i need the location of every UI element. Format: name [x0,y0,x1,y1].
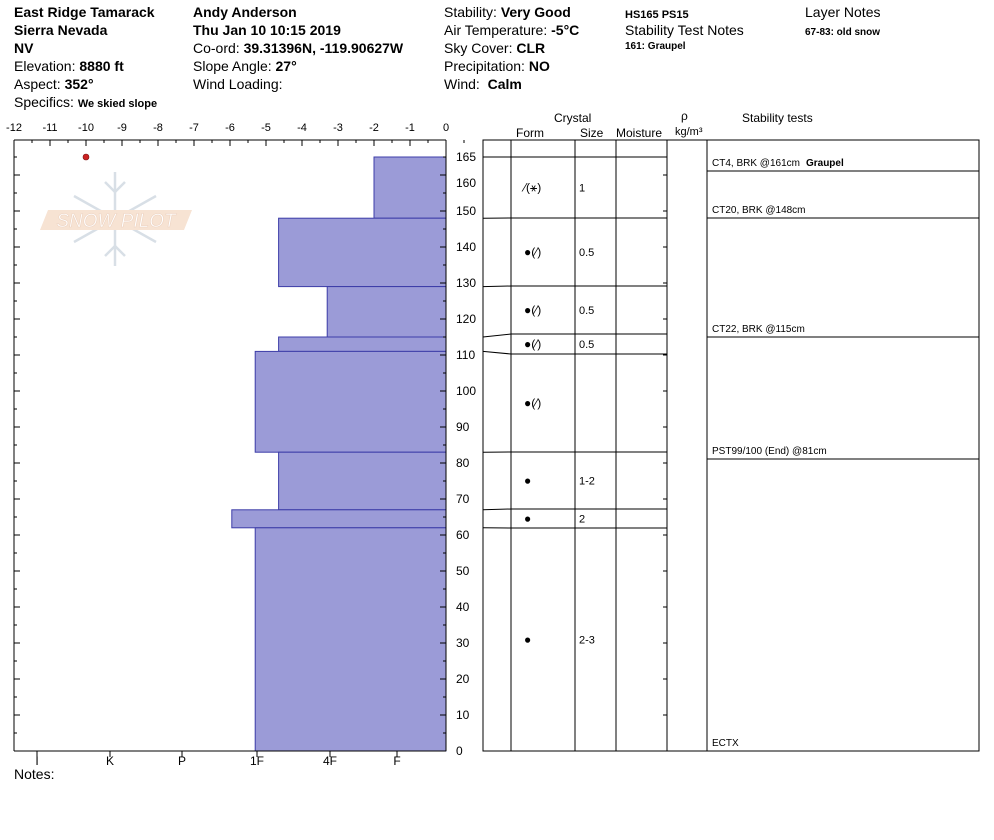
stability-notes-value: 161: Graupel [625,41,686,52]
temp-tick-label: -9 [117,122,127,134]
layer-notes-label: Layer Notes [805,4,881,20]
stability-test-label: PST99/100 (End) @81cm [712,446,827,457]
crystal-size: 1-2 [579,475,595,488]
layer-connector [483,351,511,354]
hardness-tick-label: 1F [249,754,265,768]
coord-label: Co-ord: [193,40,240,56]
hardness-bar-5 [279,452,446,510]
height-tick-label: 130 [456,276,477,290]
stability-test-note: Graupel [805,158,844,169]
observation-datetime: Thu Jan 10 10:15 2019 [193,22,341,38]
hardness-bar-0 [374,157,446,218]
elevation-label: Elevation: [14,58,76,74]
crystal-size: 0.5 [579,339,595,351]
slope-label: Slope Angle: [193,58,272,74]
height-tick-label: 50 [456,564,470,578]
height-tick-label: 30 [456,636,470,650]
hardness-bar-7 [255,528,446,751]
airtemp-label: Air Temperature: [444,22,548,38]
wind-label: Wind: [444,76,480,92]
stability-test-label: CT4, BRK @161cm Graupel [712,158,844,169]
size-header: Size [580,126,604,140]
airtemp-value: -5°C [551,22,580,38]
hardness-tick-label: P [177,754,187,768]
height-tick-label: 40 [456,600,470,614]
slope-value: 27° [275,58,297,74]
crystal-form-symbol: ● [524,473,532,488]
specifics-label: Specifics: [14,94,74,110]
elevation-value: 8880 ft [79,58,124,74]
hardness-bar-4 [255,351,446,452]
crystal-form-symbol: ●(⁄) [524,396,542,410]
height-tick-label: 100 [456,384,477,398]
hardness-bar-2 [327,287,446,337]
height-tick-label: 70 [456,492,470,506]
notes-label: Notes: [14,766,55,782]
moisture-header: Moisture [616,126,663,140]
coord-value: 39.31396N, -119.90627W [243,40,404,56]
hardness-tick-label: F [393,754,401,768]
form-header: Form [516,126,544,140]
temp-tick-label: -3 [333,122,343,134]
hardness-tick-label: I [35,754,39,768]
height-tick-label: 20 [456,672,470,686]
location-name: East Ridge Tamarack [14,4,155,20]
specifics-value: We skied slope [77,98,158,110]
height-tick-label: 120 [456,312,477,326]
hardness-tick-label: 4F [322,754,338,768]
layer-connector [483,286,511,287]
hardness-bar-6 [232,510,446,528]
crystal-size: 0.5 [579,247,595,259]
logo-text: SNOW PILOT [56,211,176,232]
temp-tick-label: -12 [6,122,22,134]
hardness-bar-3 [279,337,446,351]
precip-label: Precipitation: [444,58,525,74]
layer-connector [483,509,511,510]
height-tick-label: 140 [456,240,477,254]
hardness-bar-1 [279,218,446,286]
stability-value: Very Good [500,4,571,20]
hardness-tick-label: K [105,754,115,768]
crystal-size: 2-3 [579,634,595,647]
crystal-size: 0.5 [579,305,595,317]
layer-connector [483,334,511,337]
crystal-form-symbol: ⁄(⚹) [524,180,542,195]
aspect-label: Aspect: [14,76,61,92]
crystal-form-symbol: ●(⁄) [524,337,542,351]
temp-tick-label: -1 [405,122,415,134]
temp-tick-label: -6 [225,122,235,134]
stability-tests-header: Stability tests [742,111,813,125]
height-tick-label: 90 [456,420,470,434]
temp-tick-label: 0 [442,122,450,134]
snowpilot-logo [40,172,192,266]
temp-tick-label: -4 [297,122,307,134]
mountain-range: Sierra Nevada [14,22,108,38]
layer-notes-value: 67-83: old snow [805,27,881,38]
height-tick-label: 150 [456,204,477,218]
crystal-form-symbol: ●(⁄) [524,245,542,259]
crystal-size: 2 [579,513,586,526]
crystal-header: Crystal [554,111,592,125]
crystal-table-frame [483,140,707,751]
temp-tick-label: -5 [261,122,271,134]
height-tick-label: 80 [456,456,470,470]
wind-value: Calm [487,76,522,92]
hs-ps: HS165 PS15 [625,9,689,21]
wind-loading-label: Wind Loading: [193,76,283,92]
temp-tick-label: -8 [153,122,163,134]
temperature-point [83,154,89,160]
height-tick-label: 165 [456,150,477,164]
precip-value: NO [528,58,550,74]
crystal-form-symbol: ●(⁄) [524,303,542,317]
rho-header: ρ [681,109,688,123]
stability-notes-label: Stability Test Notes [625,22,744,38]
temp-tick-label: -10 [78,122,94,134]
density-unit-header: kg/m³ [675,126,703,138]
temp-tick-label: -2 [369,122,379,134]
state: NV [14,40,34,56]
height-tick-label: 160 [456,176,477,190]
height-tick-label: 110 [456,348,476,362]
stability-test-label: CT20, BRK @148cm [712,205,806,216]
temp-tick-label: -11 [42,122,58,134]
sky-value: CLR [516,40,546,56]
height-tick-label: 60 [456,528,470,542]
height-tick-label: 0 [456,744,463,758]
stability-label: Stability: [444,4,497,20]
stability-test-label: CT22, BRK @115cm [712,324,805,335]
crystal-form-symbol: ● [524,632,532,647]
aspect-value: 352° [64,76,94,92]
stability-test-label: ECTX [712,738,739,749]
observer-name: Andy Anderson [193,4,297,20]
crystal-size: 1 [579,182,586,195]
crystal-form-symbol: ● [524,511,532,526]
temp-tick-label: -7 [189,122,199,134]
sky-label: Sky Cover: [444,40,513,56]
height-tick-label: 10 [456,708,470,722]
